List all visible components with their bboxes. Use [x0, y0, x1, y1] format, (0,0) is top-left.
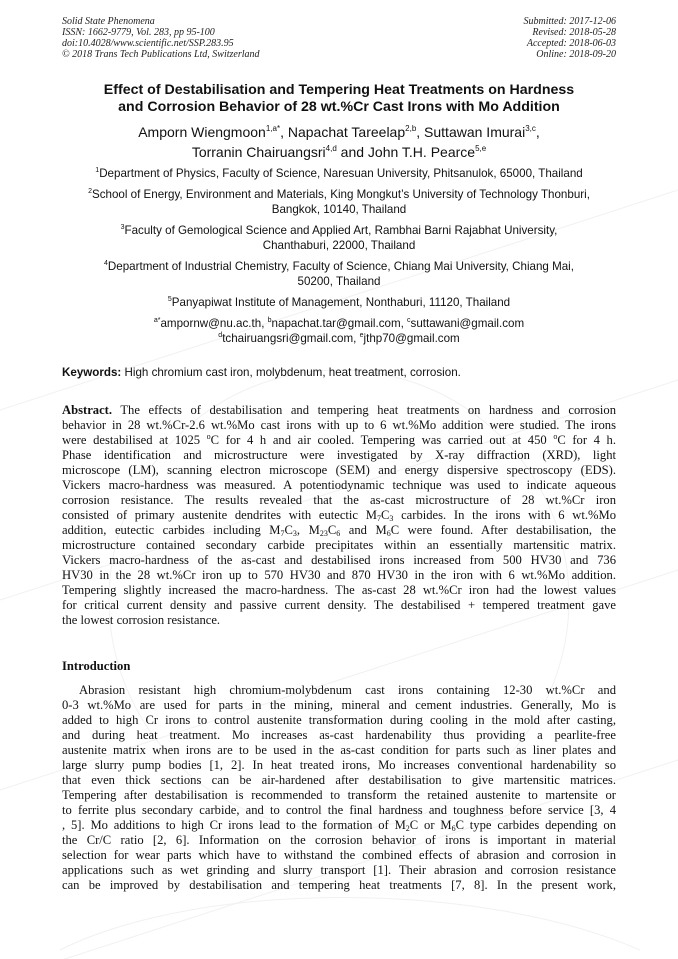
journal-info: [62, 16, 260, 60]
abstract-line: consisted of primary austenite dendrites with eutectic $M_7C_3$ carbides. In the irons with 6 wt.%Mo: [62, 508, 616, 523]
keywords-text: High chromium cast iron, molybdenum, heat treatment, corrosion.: [121, 366, 461, 379]
abstract-line: Phase identification and microstructure were investigated by X-ray diffraction (XRD), light: [62, 448, 616, 462]
abstract-line: corrosion resistance. The results revealed that the as-cast microstructure of 28 wt.%Cr iron: [62, 493, 616, 507]
intro-line: , 5]. Mo additions to high Cr irons lead to the formation of $M_2C$ or $M_6C$ type carbides depending on: [62, 818, 616, 833]
submission-dates: [524, 16, 617, 60]
author-name: Torranin Chairuangsri: [191, 144, 326, 160]
email-mark: a*: [153, 317, 161, 324]
abstract-line: were destabilised at 1025 $^o$C for 4 h and air cooled. Tempering was carried out at 450 $^o$C for 4 h.: [62, 433, 616, 447]
separator: ,: [535, 124, 540, 140]
separator: ,: [416, 124, 425, 140]
email-mark: d: [218, 332, 223, 339]
intro-line: austenite matrix when irons are to be used in the as-cast condition for parts such as liner plates and: [62, 743, 616, 757]
email-mark: e: [359, 332, 364, 339]
keywords-label: Keywords:: [62, 366, 122, 379]
affiliation-3: [62, 223, 616, 253]
journal-copyright: © 2018 Trans Tech Publications Ltd, Switzerland: [62, 49, 260, 60]
email-link[interactable]: suttawani@gmail.com: [410, 317, 525, 330]
affil-text: Department of Industrial Chemistry, Faculty of Science, Chiang Mai University, Chiang Mai,: [107, 260, 574, 273]
email-mark: b: [267, 317, 272, 324]
email-link[interactable]: jthp70@gmail.com: [363, 332, 460, 345]
date-submitted: Submitted: 2017-12-06: [523, 16, 616, 27]
email-mark: c: [407, 317, 411, 324]
intro-line: the Cr/C ratio [2, 6]. Information on the corrosion behavior of irons is important in material: [62, 833, 616, 847]
author-name: Amporn Wiengmoon: [138, 124, 266, 140]
intro-line: Tempering after destabilisation is recommended to transform the retained austenite to martensite or: [62, 788, 616, 802]
paper-title: [62, 82, 616, 116]
affiliation-5: [62, 295, 616, 310]
affiliation-4: [62, 259, 616, 289]
intro-line: added to high Cr irons to control austenite transformation during cooling in the mold after casting,: [62, 713, 616, 727]
introduction-text: [62, 683, 616, 893]
email-link[interactable]: napachat.tar@gmail.com,: [271, 317, 408, 330]
title-line: and Corrosion Behavior of 28 wt.%Cr Cast Irons with Mo Addition: [118, 99, 560, 115]
separator: and: [336, 144, 368, 160]
intro-line: can be improved by destabilisation and tempering heat treatments [7, 8]. In the present work,: [62, 878, 616, 892]
intro-line: that even thick sections can be air-hardened after destabilisation to give martensitic matrices.: [62, 773, 616, 787]
affil-number: 3: [120, 224, 125, 231]
abstract-label: Abstract.: [62, 403, 113, 417]
abstract-line: microstructure contained secondary carbide precipitates within an essentially martensitic matrix.: [62, 538, 616, 552]
abstract-line: Tempering slightly increased the macro-hardness. The as-cast 28 wt.%Cr iron had the lowest values: [62, 583, 616, 597]
author-emails: [62, 316, 616, 346]
author-name: Napachat Tareelap: [287, 124, 406, 140]
affil-text: Department of Physics, Faculty of Science, Naresuan University, Phitsanulok, 65000, Thailand: [99, 167, 583, 180]
affil-text: Chanthaburi, 22000, Thailand: [262, 239, 416, 252]
journal-issn: ISSN: 1662-9779, Vol. 283, pp 95-100: [62, 27, 215, 38]
intro-line: large slurry pump bodies [1, 2]. In heat treated irons, Mo increases conventional hardenability so: [62, 758, 616, 772]
intro-line: selection for wear parts which have to withstand the combined effects of abrasion and corrosion in: [62, 848, 616, 862]
abstract-line: HV30 in the 28 wt.%Cr iron up to 570 HV30 and 870 HV30 in the iron with 6 wt.%Mo addition.: [62, 568, 616, 582]
abstract-line: microscope (LM), scanning electron microscope (SEM) and energy dispersive spectroscopy (EDS).: [62, 463, 616, 477]
abstract-line: addition, eutectic carbides including $M_7C_3$, $M_{23}C_6$ and $M_6C$ were found. After destabilisation, the: [62, 523, 616, 538]
author-affil-mark: 1,a*: [265, 124, 281, 133]
abstract-line: behavior in 28 wt.%Cr-2.6 wt.%Mo cast irons with up to 6 wt.%Mo addition were studied. The irons: [62, 418, 616, 432]
keywords: [62, 366, 461, 379]
date-accepted: Accepted: 2018-06-03: [526, 38, 616, 49]
title-line: Effect of Destabilisation and Tempering Heat Treatments on Hardness: [103, 82, 575, 98]
abstract-line: Vickers macro-hardness was measured. A potentiodynamic technique was used to indicate aqueous: [62, 478, 616, 492]
journal-name: Solid State Phenomena: [62, 16, 155, 27]
affiliation-1: [62, 166, 616, 181]
affil-text: Panyapiwat Institute of Management, Nonthaburi, 11120, Thailand: [171, 296, 511, 309]
intro-line: Abrasion resistant high chromium-molybdenum cast irons containing 12-30 wt.%Cr and: [79, 683, 616, 697]
author-affil-mark: 2,b: [405, 124, 417, 133]
separator: ,: [280, 124, 288, 140]
abstract-line: The effects of destabilisation and tempering heat treatments on hardness and corrosion: [112, 403, 616, 417]
section-heading-introduction: Introduction: [62, 659, 131, 673]
affil-number: 4: [104, 260, 108, 267]
affil-text: 50200, Thailand: [297, 275, 381, 288]
date-online: Online: 2018-09-20: [536, 49, 616, 60]
abstract: [62, 403, 616, 628]
author-name: Suttawan Imurai: [424, 124, 526, 140]
affil-text: School of Energy, Environment and Materials, King Mongkut’s University of Technology Thonburi,: [91, 188, 590, 201]
author-name: John T.H. Pearce: [367, 144, 476, 160]
journal-doi[interactable]: doi:10.4028/www.scientific.net/SSP.283.95: [62, 38, 234, 49]
affil-number: 2: [88, 188, 92, 195]
intro-line: and during heat treatment. Mo increases as-cast hardenability thus providing a pearlite-free: [62, 728, 616, 742]
intro-line: applications such as wet grinding and slurry transport [1]. Their abrasion and corrosion resistance: [62, 863, 616, 877]
author-list: [62, 122, 616, 162]
email-link[interactable]: tchairuangsri@gmail.com,: [222, 332, 360, 345]
affil-text: Bangkok, 10140, Thailand: [271, 203, 407, 216]
author-affil-mark: 3,c: [525, 124, 536, 133]
abstract-line: the lowest corrosion resistance.: [62, 613, 221, 627]
email-link[interactable]: ampornw@nu.ac.th,: [160, 317, 268, 330]
abstract-line: Vickers macro-hardness of the as-cast and destabilised irons increased from 500 HV30 and 736: [62, 553, 616, 567]
affil-text: Faculty of Gemological Science and Applied Art, Rambhai Barni Rajabhat University,: [124, 224, 558, 237]
abstract-line: for critical current density and passive current density. The destabilised + tempered treatment gave: [62, 598, 616, 612]
affil-number: 5: [167, 296, 172, 303]
author-affil-mark: 4,d: [325, 144, 337, 153]
intro-line: to ferrite plus secondary carbide, and to control the final hardness and toughness before service [3, 4: [62, 803, 616, 817]
date-revised: Revised: 2018-05-28: [532, 27, 616, 38]
intro-line: 0-3 wt.%Mo are used for parts in the mining, mineral and cement industries. Generally, Mo is: [62, 698, 616, 712]
affil-number: 1: [95, 167, 100, 174]
affiliation-2: [62, 187, 616, 217]
author-affil-mark: 5,e: [475, 144, 487, 153]
